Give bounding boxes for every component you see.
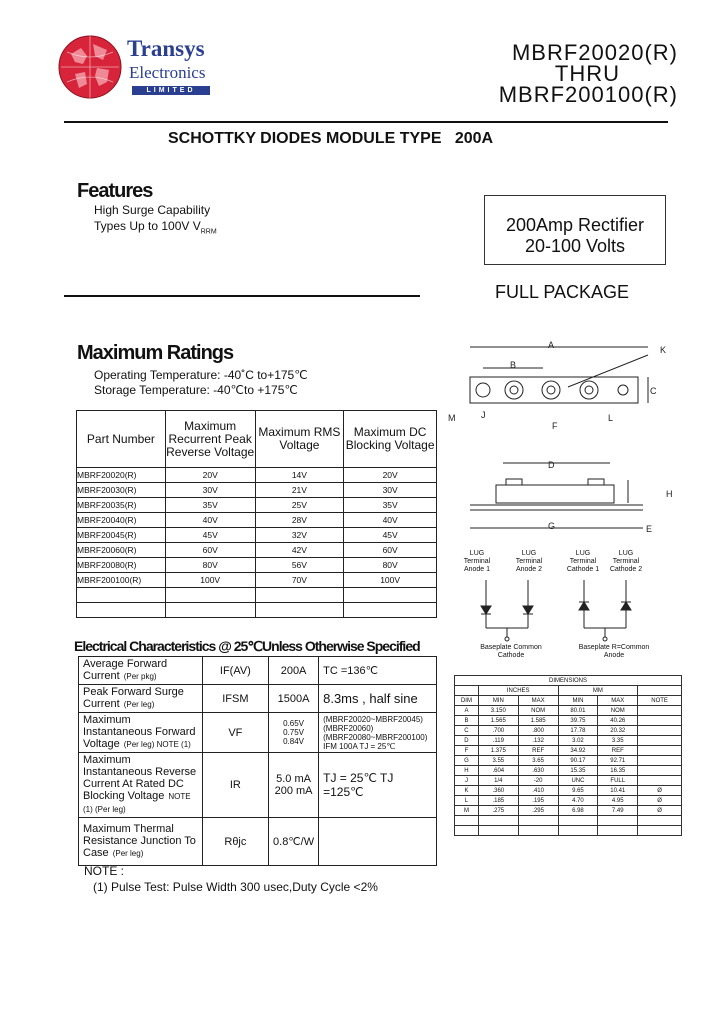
dim-label-h: H	[666, 489, 673, 499]
dim-cell	[638, 766, 682, 776]
dim-cell: 1.375	[478, 746, 518, 756]
package-drawing	[448, 335, 678, 555]
table-cell	[77, 588, 166, 603]
dim-cell: K	[455, 786, 479, 796]
dim-cell	[455, 816, 479, 826]
elec-param	[79, 685, 203, 713]
logo-band: LIMITED	[132, 86, 210, 95]
elec-condition	[319, 818, 437, 866]
dim-cell: .700	[478, 726, 518, 736]
dim-cell	[455, 826, 479, 836]
baseplate-common-anode: Baseplate R=Common Anode	[578, 644, 650, 659]
table-cell: 35V	[165, 498, 255, 513]
elec-condition: TJ = 25℃ TJ =125℃	[319, 753, 437, 818]
dim-cell: D	[455, 736, 479, 746]
elec-row	[79, 685, 437, 713]
table-cell	[255, 588, 344, 603]
table-cell: MBRF200100(R)	[77, 573, 166, 588]
elec-value: 5.0 mA 200 mA	[269, 753, 319, 818]
dim-row	[455, 716, 682, 726]
dim-cell	[478, 826, 518, 836]
dim-cell: A	[455, 706, 479, 716]
dim-row	[455, 736, 682, 746]
part-title	[378, 42, 678, 105]
elec-symbol: IF(AV)	[202, 657, 268, 685]
table-cell: 70V	[255, 573, 344, 588]
dim-row	[455, 786, 682, 796]
elec-param-text: Maximum Instantaneous Reverse Current At Rated DC Blocking Voltage	[83, 754, 197, 802]
table-cell: MBRF20080(R)	[77, 558, 166, 573]
dim-row	[455, 776, 682, 786]
dim-cell: .119	[478, 736, 518, 746]
dim-cell	[558, 816, 598, 826]
dim-cell: -20	[518, 776, 558, 786]
table-row	[77, 468, 437, 483]
dim-header: NOTE	[638, 696, 682, 706]
dim-label-d: D	[548, 460, 555, 470]
table-row	[77, 588, 437, 603]
dim-cell: 90.17	[558, 756, 598, 766]
dim-cell: 4.70	[558, 796, 598, 806]
table-row	[77, 558, 437, 573]
dim-cell: 20.32	[598, 726, 638, 736]
dim-row	[455, 796, 682, 806]
table-cell	[165, 588, 255, 603]
dim-label-k: K	[660, 345, 667, 355]
table-cell	[344, 588, 437, 603]
elec-param-text: Maximum Thermal Resistance Junction To Case	[83, 823, 196, 859]
dim-label-f: F	[552, 421, 558, 431]
dim-row-empty	[455, 816, 682, 826]
dim-cell	[598, 816, 638, 826]
part-title-line2: THRU	[554, 61, 620, 86]
dim-cell: REF	[518, 746, 558, 756]
elec-param	[79, 657, 203, 685]
table-cell: 20V	[344, 468, 437, 483]
dim-label-m: M	[448, 413, 456, 423]
table-row	[77, 603, 437, 618]
dim-cell: 15.35	[558, 766, 598, 776]
lug-anode-2: LUG Terminal Anode 2	[515, 550, 543, 573]
table-cell: 45V	[344, 528, 437, 543]
page-heading: SCHOTTKY DIODES MODULE TYPE 200A	[168, 130, 494, 147]
elec-symbol: IR	[202, 753, 268, 818]
dim-cell: 39.75	[558, 716, 598, 726]
dim-cell: 6.98	[558, 806, 598, 816]
dim-cell	[638, 776, 682, 786]
elec-table	[78, 656, 437, 866]
dim-cell: G	[455, 756, 479, 766]
elec-value: 200A	[269, 657, 319, 685]
dim-cell: 4.95	[598, 796, 638, 806]
dim-row	[455, 706, 682, 716]
dim-header: DIM	[455, 696, 479, 706]
dim-cell	[638, 826, 682, 836]
dim-cell: 1/4	[478, 776, 518, 786]
dim-label-g: G	[548, 521, 556, 531]
table-cell	[344, 603, 437, 618]
dim-cell: 17.78	[558, 726, 598, 736]
dim-cell: L	[455, 796, 479, 806]
dim-cell: .195	[518, 796, 558, 806]
dim-cell	[638, 746, 682, 756]
table-cell: 42V	[255, 543, 344, 558]
table-cell: MBRF20040(R)	[77, 513, 166, 528]
table-cell: 56V	[255, 558, 344, 573]
feature-item: Types Up to 100V $V_{RRM}$	[94, 219, 217, 236]
elec-row	[79, 657, 437, 685]
baseplate-common-cathode: Baseplate Common Cathode	[480, 644, 542, 659]
table-row	[77, 483, 437, 498]
dim-cell: 34.92	[558, 746, 598, 756]
dim-label-l: L	[608, 413, 614, 423]
dim-row	[455, 806, 682, 816]
dim-cell	[558, 826, 598, 836]
elec-param	[79, 753, 203, 818]
elec-param-text: Average Forward Current	[83, 658, 168, 682]
table-row	[77, 528, 437, 543]
dim-cell: Ø	[638, 786, 682, 796]
features-title: Features	[77, 180, 153, 202]
part-title-line1: MBRF20020(R)	[511, 40, 678, 65]
table-cell: MBRF20060(R)	[77, 543, 166, 558]
table-cell: 40V	[344, 513, 437, 528]
dim-cell: 92.71	[598, 756, 638, 766]
elec-value: 0.8℃/W	[269, 818, 319, 866]
dim-cell: 1.565	[478, 716, 518, 726]
dim-cell: F	[455, 746, 479, 756]
dim-row	[455, 766, 682, 776]
dim-cell: C	[455, 726, 479, 736]
dim-cell: 7.49	[598, 806, 638, 816]
dim-cell	[598, 826, 638, 836]
dim-cell: 10.41	[598, 786, 638, 796]
table-cell: 60V	[165, 543, 255, 558]
dim-cell: .185	[478, 796, 518, 806]
dim-label-e: E	[646, 524, 653, 534]
dim-cell: 3.65	[518, 756, 558, 766]
dim-row	[455, 726, 682, 736]
dim-cell: .630	[518, 766, 558, 776]
col-header: Part Number	[77, 411, 166, 468]
full-package-label: FULL PACKAGE	[495, 282, 630, 302]
dim-cell: .360	[478, 786, 518, 796]
max-ratings-title: Maximum Ratings	[77, 342, 234, 364]
storage-temp: Storage Temperature: -40℃to +175℃	[94, 383, 298, 397]
diode-symbols	[456, 578, 676, 648]
dim-cell: NOM	[598, 706, 638, 716]
table-cell: MBRF20045(R)	[77, 528, 166, 543]
dim-label-j: J	[481, 410, 486, 420]
table-cell: 25V	[255, 498, 344, 513]
dim-cell	[638, 756, 682, 766]
dim-cell: 3.35	[598, 736, 638, 746]
elec-row	[79, 713, 437, 753]
elec-row	[79, 753, 437, 818]
table-row	[77, 573, 437, 588]
table-cell: MBRF20035(R)	[77, 498, 166, 513]
dim-cell: 3.150	[478, 706, 518, 716]
table-cell: 28V	[255, 513, 344, 528]
col-header: Maximum DC Blocking Voltage	[344, 411, 437, 468]
dim-cell: FULL	[598, 776, 638, 786]
elec-symbol: IFSM	[202, 685, 268, 713]
company-logo	[57, 34, 217, 100]
dim-cell: Ø	[638, 806, 682, 816]
dim-cell: .410	[518, 786, 558, 796]
dim-cell	[518, 816, 558, 826]
table-cell: 30V	[165, 483, 255, 498]
dim-cell: .800	[518, 726, 558, 736]
dim-cell: 80.01	[558, 706, 598, 716]
table-row	[77, 498, 437, 513]
note-1: (1) Pulse Test: Pulse Width 300 usec,Duty Cycle <2%	[93, 880, 378, 894]
dim-cell: .295	[518, 806, 558, 816]
elec-condition: (MBRF20020~MBRF20045) (MBRF20060) (MBRF20080~MBRF200100) IFM 100A TJ = 25℃	[319, 713, 437, 753]
table-cell: 32V	[255, 528, 344, 543]
dim-cell: Ø	[638, 796, 682, 806]
features-rule	[64, 295, 420, 297]
table-cell: 80V	[165, 558, 255, 573]
feature-item: High Surge Capability	[94, 203, 211, 217]
circuit-diagram	[456, 550, 676, 665]
dim-group-mm: MM	[558, 686, 638, 696]
elec-param	[79, 713, 203, 753]
elec-cond: (Per leg)	[123, 700, 155, 709]
elec-title: Electrical Characteristics @ 25℃Unless Otherwise Specified	[74, 638, 420, 654]
elec-cond: (Per pkg)	[123, 672, 157, 681]
table-cell: 14V	[255, 468, 344, 483]
elec-cond: (Per leg) NOTE (1)	[123, 740, 191, 749]
elec-cond: (Per leg)	[112, 849, 144, 858]
table-cell: 35V	[344, 498, 437, 513]
table-row	[77, 543, 437, 558]
dim-cell	[638, 816, 682, 826]
dim-label-b: B	[510, 360, 517, 370]
table-cell: 80V	[344, 558, 437, 573]
elec-param-text: Peak Forward Surge Current	[83, 686, 184, 710]
dim-header: MAX	[518, 696, 558, 706]
ratings-table	[76, 410, 437, 618]
dim-cell: UNC	[558, 776, 598, 786]
elec-value: 0.65V 0.75V 0.84V	[269, 713, 319, 753]
elec-row	[79, 818, 437, 866]
dim-cell	[638, 706, 682, 716]
elec-condition: 8.3ms , half sine	[319, 685, 437, 713]
dim-cell: 1.585	[518, 716, 558, 726]
dim-header: MIN	[558, 696, 598, 706]
table-cell: 100V	[165, 573, 255, 588]
table-cell: MBRF20020(R)	[77, 468, 166, 483]
dim-cell	[518, 826, 558, 836]
table-cell: 20V	[165, 468, 255, 483]
elec-symbol: Rθjc	[202, 818, 268, 866]
dim-cell: J	[455, 776, 479, 786]
dim-cell	[638, 716, 682, 726]
logo-name-line2: Electronics	[129, 63, 206, 82]
dim-cell: 40.26	[598, 716, 638, 726]
dim-cell: .132	[518, 736, 558, 746]
col-header: Maximum RMS Voltage	[255, 411, 344, 468]
table-cell: 45V	[165, 528, 255, 543]
dim-cell: H	[455, 766, 479, 776]
dim-cell: NOM	[518, 706, 558, 716]
dim-row	[455, 756, 682, 766]
rectifier-line1: 200Amp Rectifier	[505, 215, 645, 235]
dim-cell: .604	[478, 766, 518, 776]
table-cell: 21V	[255, 483, 344, 498]
table-cell: 30V	[344, 483, 437, 498]
table-cell	[255, 603, 344, 618]
dim-cell: M	[455, 806, 479, 816]
rectifier-line2: 20-100 Volts	[524, 236, 626, 256]
dim-row	[455, 746, 682, 756]
globe-icon	[57, 34, 123, 100]
rectifier-box	[484, 195, 666, 265]
dim-label-a: A	[548, 340, 555, 350]
dim-cell: 9.65	[558, 786, 598, 796]
table-cell: 60V	[344, 543, 437, 558]
elec-symbol: VF	[202, 713, 268, 753]
dim-cell: .275	[478, 806, 518, 816]
dim-title: DIMENSIONS	[455, 676, 682, 686]
feature-sub: RRM	[200, 228, 217, 236]
elec-cond: NOTE (1) (Per leg)	[83, 792, 191, 814]
dim-cell: 3.02	[558, 736, 598, 746]
dim-cell: 3.55	[478, 756, 518, 766]
table-cell	[77, 603, 166, 618]
dim-label-c: C	[650, 386, 657, 396]
logo-name-line1: Transys	[127, 36, 205, 61]
lug-anode-1: LUG Terminal Anode 1	[463, 550, 491, 573]
table-row	[77, 513, 437, 528]
lug-cathode-2: LUG Terminal Cathode 2	[609, 550, 643, 573]
dim-cell: 16.35	[598, 766, 638, 776]
header-rule	[64, 121, 668, 123]
dim-cell	[478, 816, 518, 826]
dim-group-inches: INCHES	[478, 686, 558, 696]
dim-cell: B	[455, 716, 479, 726]
dim-header: MAX	[598, 696, 638, 706]
table-cell: 100V	[344, 573, 437, 588]
table-cell: 40V	[165, 513, 255, 528]
part-title-line3: MBRF200100(R)	[498, 82, 678, 107]
dim-row-empty	[455, 826, 682, 836]
col-header: Maximum Recurrent Peak Reverse Voltage	[165, 411, 255, 468]
dim-cell: REF	[598, 746, 638, 756]
dim-cell	[638, 726, 682, 736]
elec-condition: TC =136℃	[319, 657, 437, 685]
elec-param-text: Maximum Instantaneous Forward Voltage	[83, 714, 196, 750]
elec-param	[79, 818, 203, 866]
elec-value: 1500A	[269, 685, 319, 713]
dim-cell	[638, 736, 682, 746]
dimensions-table	[454, 675, 682, 836]
lug-cathode-1: LUG Terminal Cathode 1	[566, 550, 600, 573]
table-cell: MBRF20030(R)	[77, 483, 166, 498]
note-label: NOTE :	[84, 864, 125, 878]
operating-temp: Operating Temperature: -40˚C to+175℃	[94, 368, 308, 382]
table-cell	[165, 603, 255, 618]
dim-header: MIN	[478, 696, 518, 706]
